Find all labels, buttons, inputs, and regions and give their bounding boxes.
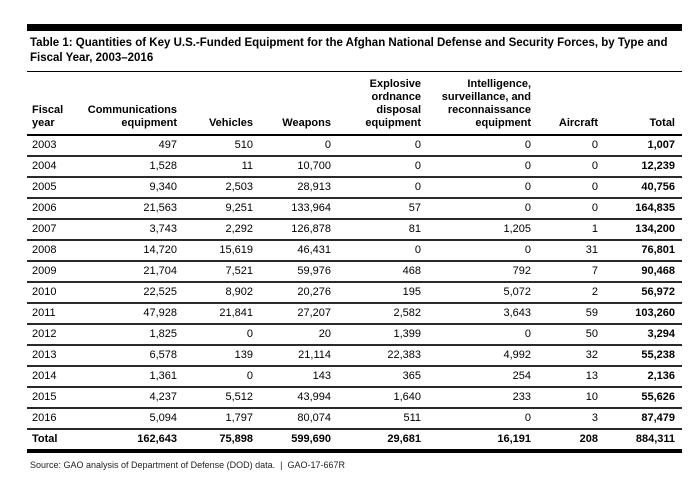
total-value-cell: 884,311 [598,429,682,451]
value-cell: 2,136 [598,366,682,387]
table-row [27,198,682,219]
value-cell: 5,072 [421,282,531,303]
value-cell: 20 [253,324,331,345]
fiscal-year-cell: 2014 [27,366,85,387]
value-cell: 365 [331,366,421,387]
value-cell: 57 [331,198,421,219]
value-cell: 0 [331,177,421,198]
value-cell: 133,964 [253,198,331,219]
gao-table-page [27,24,682,470]
fiscal-year-cell: 2015 [27,387,85,408]
column-header: Communications equipment [85,72,177,136]
value-cell: 0 [331,240,421,261]
value-cell: 1,361 [85,366,177,387]
value-cell: 59 [531,303,598,324]
value-cell: 7,521 [177,261,253,282]
value-cell: 28,913 [253,177,331,198]
total-value-cell: 208 [531,429,598,451]
value-cell: 80,074 [253,408,331,429]
value-cell: 31 [531,240,598,261]
value-cell: 143 [253,366,331,387]
value-cell: 1,528 [85,156,177,177]
value-cell: 1 [531,219,598,240]
value-cell: 47,928 [85,303,177,324]
value-cell: 0 [531,177,598,198]
value-cell: 510 [177,135,253,156]
header-row [27,72,682,136]
value-cell: 0 [253,135,331,156]
total-row [27,429,682,451]
value-cell: 43,994 [253,387,331,408]
value-cell: 2,582 [331,303,421,324]
value-cell: 2,292 [177,219,253,240]
value-cell: 0 [421,240,531,261]
value-cell: 0 [421,135,531,156]
column-header: Intelligence, surveillance, and reconnaissance equipment [421,72,531,136]
total-value-cell: 162,643 [85,429,177,451]
fiscal-year-cell: 2016 [27,408,85,429]
value-cell: 56,972 [598,282,682,303]
value-cell: 3,743 [85,219,177,240]
fiscal-year-cell: 2007 [27,219,85,240]
column-header: Weapons [253,72,331,136]
value-cell: 139 [177,345,253,366]
value-cell: 1,399 [331,324,421,345]
value-cell: 55,238 [598,345,682,366]
value-cell: 254 [421,366,531,387]
fiscal-year-cell: 2009 [27,261,85,282]
equipment-table [27,71,682,453]
value-cell: 21,114 [253,345,331,366]
column-header: Fiscal year [27,72,85,136]
value-cell: 14,720 [85,240,177,261]
value-cell: 8,902 [177,282,253,303]
table-row [27,219,682,240]
value-cell: 5,094 [85,408,177,429]
table-title: Table 1: Quantities of Key U.S.-Funded Equipment for the Afghan National Defense and Security Forces, by Type and Fiscal Year, 2003–2016 [30,37,668,64]
value-cell: 1,825 [85,324,177,345]
value-cell: 497 [85,135,177,156]
fiscal-year-cell: 2005 [27,177,85,198]
value-cell: 87,479 [598,408,682,429]
column-header: Explosive ordnance disposal equipment [331,72,421,136]
value-cell: 27,207 [253,303,331,324]
table-row [27,366,682,387]
value-cell: 7 [531,261,598,282]
value-cell: 0 [421,324,531,345]
value-cell: 21,704 [85,261,177,282]
value-cell: 2 [531,282,598,303]
fiscal-year-cell: 2008 [27,240,85,261]
value-cell: 126,878 [253,219,331,240]
value-cell: 5,512 [177,387,253,408]
value-cell: 1,007 [598,135,682,156]
fiscal-year-cell: 2010 [27,282,85,303]
value-cell: 1,205 [421,219,531,240]
value-cell: 76,801 [598,240,682,261]
value-cell: 10,700 [253,156,331,177]
table-row [27,135,682,156]
value-cell: 0 [531,135,598,156]
table-row [27,303,682,324]
value-cell: 9,340 [85,177,177,198]
value-cell: 46,431 [253,240,331,261]
table-row [27,387,682,408]
value-cell: 511 [331,408,421,429]
fiscal-year-cell: 2013 [27,345,85,366]
value-cell: 21,841 [177,303,253,324]
total-value-cell: 599,690 [253,429,331,451]
table-row [27,156,682,177]
value-cell: 55,626 [598,387,682,408]
value-cell: 233 [421,387,531,408]
value-cell: 2,503 [177,177,253,198]
value-cell: 0 [421,198,531,219]
value-cell: 103,260 [598,303,682,324]
value-cell: 3,643 [421,303,531,324]
value-cell: 9,251 [177,198,253,219]
table-body [27,135,682,451]
value-cell: 0 [177,366,253,387]
column-header: Total [598,72,682,136]
value-cell: 21,563 [85,198,177,219]
value-cell: 3,294 [598,324,682,345]
value-cell: 22,383 [331,345,421,366]
value-cell: 0 [331,156,421,177]
total-value-cell: 29,681 [331,429,421,451]
value-cell: 22,525 [85,282,177,303]
value-cell: 0 [177,324,253,345]
total-label-cell: Total [27,429,85,451]
value-cell: 134,200 [598,219,682,240]
title-top-bar [27,24,682,31]
value-cell: 59,976 [253,261,331,282]
value-cell: 0 [421,156,531,177]
value-cell: 6,578 [85,345,177,366]
value-cell: 15,619 [177,240,253,261]
value-cell: 468 [331,261,421,282]
fiscal-year-cell: 2004 [27,156,85,177]
value-cell: 0 [421,408,531,429]
value-cell: 0 [531,198,598,219]
table-row [27,345,682,366]
value-cell: 0 [331,135,421,156]
value-cell: 81 [331,219,421,240]
value-cell: 792 [421,261,531,282]
column-header: Vehicles [177,72,253,136]
table-row [27,261,682,282]
total-value-cell: 16,191 [421,429,531,451]
value-cell: 195 [331,282,421,303]
value-cell: 40,756 [598,177,682,198]
value-cell: 10 [531,387,598,408]
value-cell: 12,239 [598,156,682,177]
table-row [27,408,682,429]
table-row [27,324,682,345]
fiscal-year-cell: 2011 [27,303,85,324]
value-cell: 0 [531,156,598,177]
value-cell: 32 [531,345,598,366]
table-row [27,177,682,198]
value-cell: 164,835 [598,198,682,219]
column-header: Aircraft [531,72,598,136]
value-cell: 20,276 [253,282,331,303]
table-row [27,282,682,303]
value-cell: 0 [421,177,531,198]
value-cell: 4,237 [85,387,177,408]
value-cell: 11 [177,156,253,177]
table-header [27,72,682,136]
source-line: Source: GAO analysis of Department of Defense (DOD) data. | GAO-17-667R [30,460,345,471]
fiscal-year-cell: 2006 [27,198,85,219]
value-cell: 1,797 [177,408,253,429]
total-value-cell: 75,898 [177,429,253,451]
table-row [27,240,682,261]
value-cell: 90,468 [598,261,682,282]
value-cell: 3 [531,408,598,429]
value-cell: 50 [531,324,598,345]
fiscal-year-cell: 2012 [27,324,85,345]
value-cell: 13 [531,366,598,387]
fiscal-year-cell: 2003 [27,135,85,156]
value-cell: 1,640 [331,387,421,408]
value-cell: 4,992 [421,345,531,366]
